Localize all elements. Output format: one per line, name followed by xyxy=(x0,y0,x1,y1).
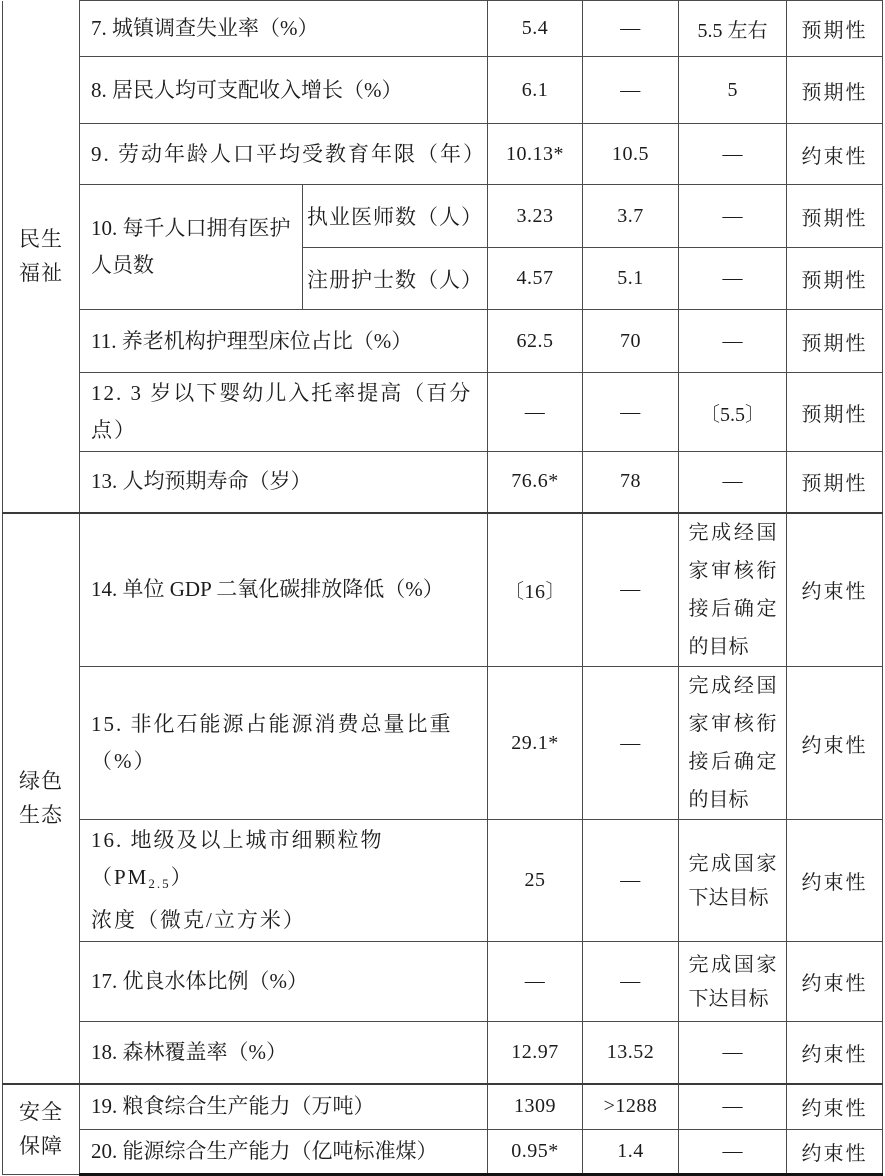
table-row xyxy=(3,1,883,57)
category-cell xyxy=(3,513,80,1084)
target-cell: — xyxy=(679,248,787,310)
value-col1-cell: 25 xyxy=(488,820,583,942)
value-col2-cell: 3.7 xyxy=(583,185,679,248)
category-cell xyxy=(3,1084,80,1175)
attribute-cell: 预期性 xyxy=(787,310,883,373)
attribute-cell: 约束性 xyxy=(787,513,883,667)
value-col2-cell: — xyxy=(583,513,679,667)
value-col2-cell: — xyxy=(583,1,679,57)
value-col1-cell: 76.6* xyxy=(488,452,583,513)
value-col1-cell: 0.95* xyxy=(488,1130,583,1175)
target-cell: — xyxy=(679,1022,787,1084)
target-text: 完成国家下达目标 xyxy=(688,953,777,1010)
attribute-cell: 预期性 xyxy=(787,185,883,248)
table-row xyxy=(3,667,883,820)
attribute-cell: 约束性 xyxy=(787,667,883,820)
indicator-cell: 14. 单位 GDP 二氧化碳排放降低（%） xyxy=(80,513,488,667)
value-col2-cell: — xyxy=(583,57,679,124)
target-text: 完成经国家审核衔接后确定的目标 xyxy=(688,521,777,658)
attribute-cell: 预期性 xyxy=(787,248,883,310)
attribute-cell: 约束性 xyxy=(787,1130,883,1175)
target-cell xyxy=(679,667,787,820)
target-cell xyxy=(679,820,787,942)
attribute-cell: 约束性 xyxy=(787,820,883,942)
indicator-cell: 13. 人均预期寿命（岁） xyxy=(80,452,488,513)
value-col1-cell: 1309 xyxy=(488,1084,583,1130)
target-cell: 5 xyxy=(679,57,787,124)
target-cell: — xyxy=(679,124,787,185)
value-col1-cell: 4.57 xyxy=(488,248,583,310)
target-cell: — xyxy=(679,185,787,248)
value-col2-cell: >1288 xyxy=(583,1084,679,1130)
attribute-cell: 约束性 xyxy=(787,942,883,1022)
value-col1-cell: 29.1* xyxy=(488,667,583,820)
value-col1-cell: — xyxy=(488,373,583,452)
indicator-cell: 7. 城镇调查失业率（%） xyxy=(80,1,488,57)
table-row xyxy=(3,185,883,248)
value-col1-cell: 〔16〕 xyxy=(488,513,583,667)
target-cell: — xyxy=(679,310,787,373)
table-row xyxy=(3,452,883,513)
indicator-sub-cell: 执业医师数（人） xyxy=(303,185,488,248)
table-row xyxy=(3,310,883,373)
target-text: 完成经国家审核衔接后确定的目标 xyxy=(688,675,777,811)
value-col1-cell: 3.23 xyxy=(488,185,583,248)
category-cell xyxy=(3,1,80,513)
value-col2-cell: 1.4 xyxy=(583,1130,679,1175)
indicator-cell: 15. 非化石能源占能源消费总量比重（%） xyxy=(80,667,488,820)
target-cell: 5.5 左右 xyxy=(679,1,787,57)
attribute-cell: 预期性 xyxy=(787,373,883,452)
indicator-cell: 20. 能源综合生产能力（亿吨标准煤） xyxy=(80,1130,488,1175)
table-row xyxy=(3,1022,883,1084)
attribute-cell: 约束性 xyxy=(787,124,883,185)
value-col1-cell: 5.4 xyxy=(488,1,583,57)
value-col2-cell: — xyxy=(583,942,679,1022)
category-label: 安全保障 xyxy=(19,1100,63,1159)
value-col1-cell: 12.97 xyxy=(488,1022,583,1084)
attribute-cell: 约束性 xyxy=(787,1022,883,1084)
table-row xyxy=(3,1130,883,1175)
indicator-cell: 10. 每千人口拥有医护人员数 xyxy=(80,185,303,310)
value-col2-cell: — xyxy=(583,820,679,942)
indicator-cell: 12. 3 岁以下婴幼儿入托率提高（百分点） xyxy=(80,373,488,452)
table-row xyxy=(3,513,883,667)
attribute-cell: 预期性 xyxy=(787,57,883,124)
value-col1-cell: 6.1 xyxy=(488,57,583,124)
attribute-cell: 预期性 xyxy=(787,1,883,57)
target-cell xyxy=(679,942,787,1022)
indicator-cell: 9. 劳动年龄人口平均受教育年限（年） xyxy=(80,124,488,185)
target-cell: 〔5.5〕 xyxy=(679,373,787,452)
attribute-cell: 预期性 xyxy=(787,452,883,513)
table-row xyxy=(3,1084,883,1130)
value-col1-cell: 62.5 xyxy=(488,310,583,373)
category-label: 民生福祉 xyxy=(19,227,63,285)
target-cell: — xyxy=(679,1084,787,1130)
indicator-cell: 11. 养老机构护理型床位占比（%） xyxy=(80,310,488,373)
indicator-sub-cell: 注册护士数（人） xyxy=(303,248,488,310)
indicator-cell xyxy=(80,820,488,942)
value-col2-cell: 13.52 xyxy=(583,1022,679,1084)
value-col2-cell: — xyxy=(583,667,679,820)
value-col2-cell: — xyxy=(583,373,679,452)
indicator-cell: 18. 森林覆盖率（%） xyxy=(80,1022,488,1084)
attribute-cell: 约束性 xyxy=(787,1084,883,1130)
table-row xyxy=(3,373,883,452)
value-col2-cell: 78 xyxy=(583,452,679,513)
table-row xyxy=(3,820,883,942)
indicator-cell: 17. 优良水体比例（%） xyxy=(80,942,488,1022)
value-col1-cell: — xyxy=(488,942,583,1022)
table-row xyxy=(3,942,883,1022)
target-cell xyxy=(679,513,787,667)
value-col2-cell: 10.5 xyxy=(583,124,679,185)
target-cell: — xyxy=(679,452,787,513)
pm-subscript: 2.5 xyxy=(148,876,171,891)
indicators-table xyxy=(2,0,883,1176)
category-label: 绿色生态 xyxy=(19,769,63,827)
indicator-text-line2: 浓度（微克/立方米） xyxy=(91,908,306,932)
value-col1-cell: 10.13* xyxy=(488,124,583,185)
value-col2-cell: 70 xyxy=(583,310,679,373)
value-col2-cell: 5.1 xyxy=(583,248,679,310)
indicator-text: ） xyxy=(170,865,194,889)
indicator-cell: 19. 粮食综合生产能力（万吨） xyxy=(80,1084,488,1130)
table-row xyxy=(3,57,883,124)
target-cell: — xyxy=(679,1130,787,1175)
table-row xyxy=(3,124,883,185)
indicator-cell: 8. 居民人均可支配收入增长（%） xyxy=(80,57,488,124)
target-text: 完成国家下达目标 xyxy=(688,852,777,909)
indicator-text: 16. 地级及以上城市细颗粒物（PM xyxy=(91,828,384,889)
